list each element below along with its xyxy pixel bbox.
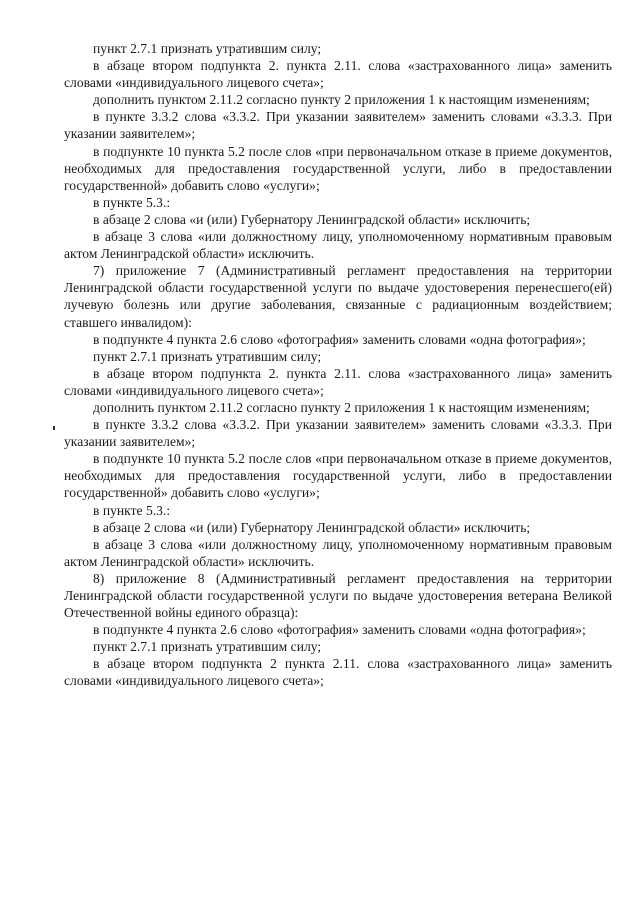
- paragraph: в абзаце 2 слова «и (или) Губернатору Ленинградской области» исключить;: [93, 519, 531, 535]
- document-body: [64, 40, 612, 690]
- paragraph: в подпункте 4 пункта 2.6 слово «фотография» заменить словами «одна фотография»;: [93, 622, 586, 638]
- paragraph: в пункте 5.3.:: [93, 502, 171, 518]
- paragraph: в подпункте 10 пункта 5.2 после слов «при первоначальном отказе в приеме документов, необходимых для предоставления государственной услуги, либо в предоставлении государственной» добавить слово «услуги»;: [64, 451, 612, 501]
- paragraph: в пункте 3.3.2 слова «3.3.2. При указании заявителем» заменить словами «3.3.3. При указании заявителем»;: [64, 417, 612, 450]
- paragraph: пункт 2.7.1 признать утратившим силу;: [93, 639, 322, 655]
- paragraph: в подпункте 10 пункта 5.2 после слов «при первоначальном отказе в приеме документов, необходимых для предоставления государственной услуги, либо в предоставлении государственной» добавить слово «услуги»;: [64, 143, 612, 193]
- paragraph: дополнить пунктом 2.11.2 согласно пункту 2 приложения 1 к настоящим изменениям;: [93, 399, 590, 415]
- paragraph: в подпункте 4 пункта 2.6 слово «фотография» заменить словами «одна фотография»;: [93, 331, 586, 347]
- paragraph: пункт 2.7.1 признать утратившим силу;: [93, 348, 322, 364]
- paragraph: в абзаце 3 слова «или должностному лицу, уполномоченному нормативным правовым актом Ленинградской области» исключить.: [64, 229, 612, 262]
- paragraph: в пункте 3.3.2 слова «3.3.2. При указании заявителем» заменить словами «3.3.3. При указании заявителем»;: [64, 109, 612, 142]
- paragraph: в абзаце втором подпункта 2. пункта 2.11. слова «застрахованного лица» заменить словами «индивидуального лицевого счета»;: [64, 58, 612, 91]
- paragraph: в абзаце 2 слова «и (или) Губернатору Ленинградской области» исключить;: [93, 211, 531, 227]
- paragraph: в пункте 5.3.:: [93, 194, 171, 210]
- paragraph: в абзаце втором подпункта 2. пункта 2.11. слова «застрахованного лица» заменить словами «индивидуального лицевого счета»;: [64, 365, 612, 398]
- paragraph: 7) приложение 7 (Административный регламент предоставления на территории Ленинградской области государственной услуги по выдаче удостоверения перенесшего(ей) лучевую болезнь или другие заболевания, связанные с радиационным воздействием; ставшего инвалидом):: [64, 263, 612, 330]
- paragraph: в абзаце втором подпункта 2 пункта 2.11. слова «застрахованного лица» заменить словами «индивидуального лицевого счета»;: [64, 656, 612, 689]
- margin-tick-mark: [53, 426, 55, 430]
- paragraph: дополнить пунктом 2.11.2 согласно пункту 2 приложения 1 к настоящим изменениям;: [93, 92, 590, 108]
- paragraph: в абзаце 3 слова «или должностному лицу, уполномоченному нормативным правовым актом Ленинградской области» исключить.: [64, 536, 612, 569]
- paragraph: пункт 2.7.1 признать утратившим силу;: [93, 41, 322, 56]
- paragraph: 8) приложение 8 (Административный регламент предоставления на территории Ленинградской области государственной услуги по выдаче удостоверения ветерана Великой Отечественной войны единого образца):: [64, 570, 612, 621]
